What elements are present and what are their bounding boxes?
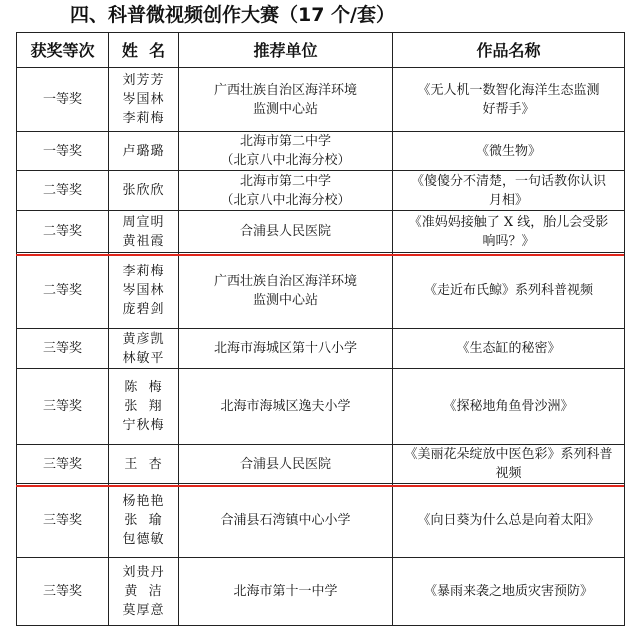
work-title: [393, 484, 625, 558]
recommending-unit-line: 监测中心站: [252, 101, 318, 117]
winner-names-line: 莫厚意: [122, 603, 165, 618]
recommending-unit-line: 北海市海城区第十八小学: [213, 341, 357, 356]
table-row: [17, 484, 625, 558]
table-row: [17, 132, 625, 171]
winner-names: [109, 484, 179, 558]
award-grade: 三等奖: [17, 484, 109, 558]
winner-names-line: 张欣欣: [122, 183, 165, 198]
header-work: 作品名称: [393, 33, 625, 68]
work-title-line: 响吗？》: [482, 233, 535, 249]
winner-names-line: 王 杏: [124, 456, 163, 472]
recommending-unit-line: （北京八中北海分校）: [220, 153, 351, 168]
recommending-unit-line: 北海市第二中学: [239, 173, 331, 189]
work-title: [393, 329, 625, 369]
work-title-line: 《傻傻分不清楚，一句话教你认识: [410, 173, 606, 189]
recommending-unit-line: 合浦县人民医院: [239, 224, 331, 239]
award-grade: 三等奖: [17, 558, 109, 626]
award-grade: 三等奖: [17, 445, 109, 484]
award-grade: 一等奖: [17, 132, 109, 171]
recommending-unit: [179, 369, 393, 445]
work-title-line: 《探秘地角鱼骨沙洲》: [443, 399, 574, 414]
award-grade: 一等奖: [17, 68, 109, 132]
recommending-unit-line: 北海市海城区逸夫小学: [220, 399, 351, 414]
highlight-rule-2: [16, 485, 624, 487]
award-grade: 二等奖: [17, 253, 109, 329]
work-title-line: 《美丽花朵绽放中医色彩》系列科普: [404, 447, 613, 462]
award-grade: 三等奖: [17, 369, 109, 445]
winner-names-line: 黄 洁: [124, 584, 163, 599]
table-row: [17, 68, 625, 132]
winner-names-line: 李莉梅: [122, 264, 165, 279]
winner-names: [109, 445, 179, 484]
winner-names-line: 周宣明: [122, 214, 165, 230]
winner-names: [109, 558, 179, 626]
winner-names-line: 黄彦凯: [122, 331, 165, 347]
table-row: [17, 369, 625, 445]
work-title: [393, 445, 625, 484]
winner-names: [109, 369, 179, 445]
winner-names-line: 刘贵丹: [122, 565, 165, 580]
winner-names-line: 黄祖霞: [122, 233, 165, 249]
recommending-unit: [179, 253, 393, 329]
table-row: [17, 445, 625, 484]
work-title: [393, 171, 625, 211]
winner-names-line: 岑国林: [122, 92, 165, 107]
work-title: [393, 68, 625, 132]
work-title-line: 《微生物》: [475, 143, 541, 159]
winner-names-line: 庞碧剑: [122, 302, 165, 317]
winner-names-line: 张 瑜: [124, 513, 163, 528]
recommending-unit: [179, 558, 393, 626]
header-name: 姓 名: [109, 33, 179, 68]
table-row: [17, 171, 625, 211]
work-title-line: 《向日葵为什么总是向着太阳》: [417, 513, 600, 528]
winner-names-line: 李莉梅: [122, 111, 165, 126]
awards-table: [16, 32, 625, 626]
work-title-line: 月相》: [488, 192, 528, 208]
table-row: [17, 329, 625, 369]
winner-names-line: 张 翔: [124, 399, 163, 414]
recommending-unit-line: 监测中心站: [252, 292, 318, 308]
work-title: [393, 253, 625, 329]
work-title-line: 《无人机一数智化海洋生态监测: [417, 82, 600, 98]
winner-names-line: 卢璐璐: [122, 143, 165, 159]
winner-names: [109, 68, 179, 132]
work-title: [393, 558, 625, 626]
award-grade: 三等奖: [17, 329, 109, 369]
recommending-unit-line: 合浦县石湾镇中心小学: [220, 513, 351, 528]
work-title: [393, 369, 625, 445]
winner-names-line: 刘芳芳: [122, 73, 165, 88]
header-unit: 推荐单位: [179, 33, 393, 68]
header-grade: 获奖等次: [17, 33, 109, 68]
recommending-unit-line: 北海市第二中学: [239, 134, 331, 149]
winner-names-line: 杨艳艳: [122, 494, 165, 509]
winner-names: [109, 329, 179, 369]
recommending-unit: [179, 484, 393, 558]
work-title: [393, 211, 625, 253]
recommending-unit-line: （北京八中北海分校）: [220, 192, 351, 208]
recommending-unit-line: 合浦县人民医院: [239, 456, 331, 472]
work-title-line: 视频: [495, 466, 522, 481]
winner-names: [109, 211, 179, 253]
winner-names-line: 林敏平: [122, 350, 165, 366]
section-heading: 四、科普微视频创作大赛（17 个/套）: [70, 4, 395, 26]
table-row: [17, 253, 625, 329]
winner-names-line: 岑国林: [122, 283, 165, 298]
table-row: [17, 211, 625, 253]
winner-names-line: 陈 梅: [124, 380, 163, 395]
award-grade: 二等奖: [17, 171, 109, 211]
recommending-unit-line: 广西壮族自治区海洋环境: [213, 273, 357, 289]
recommending-unit: [179, 132, 393, 171]
work-title-line: 《走近布氏鲸》系列科普视频: [423, 283, 593, 298]
winner-names-line: 包德敏: [122, 532, 165, 547]
table-body: [17, 68, 625, 626]
work-title-line: 《暴雨来袭之地质灾害预防》: [423, 584, 593, 599]
table-row: [17, 558, 625, 626]
recommending-unit: [179, 329, 393, 369]
work-title-line: 《生态缸的秘密》: [456, 341, 561, 356]
recommending-unit-line: 广西壮族自治区海洋环境: [213, 82, 357, 98]
winner-names: [109, 253, 179, 329]
winner-names: [109, 171, 179, 211]
work-title: [393, 132, 625, 171]
work-title-line: 《准妈妈接触了 X 线，胎儿会受影: [408, 214, 609, 230]
winner-names-line: 宁秋梅: [122, 418, 165, 433]
recommending-unit: [179, 211, 393, 253]
winner-names: [109, 132, 179, 171]
work-title-line: 好帮手》: [482, 101, 535, 117]
recommending-unit: [179, 171, 393, 211]
award-grade: 二等奖: [17, 211, 109, 253]
recommending-unit: [179, 445, 393, 484]
recommending-unit: [179, 68, 393, 132]
recommending-unit-line: 北海市第十一中学: [233, 584, 338, 599]
table-header-row: [17, 33, 625, 68]
highlight-rule-1: [16, 254, 624, 256]
